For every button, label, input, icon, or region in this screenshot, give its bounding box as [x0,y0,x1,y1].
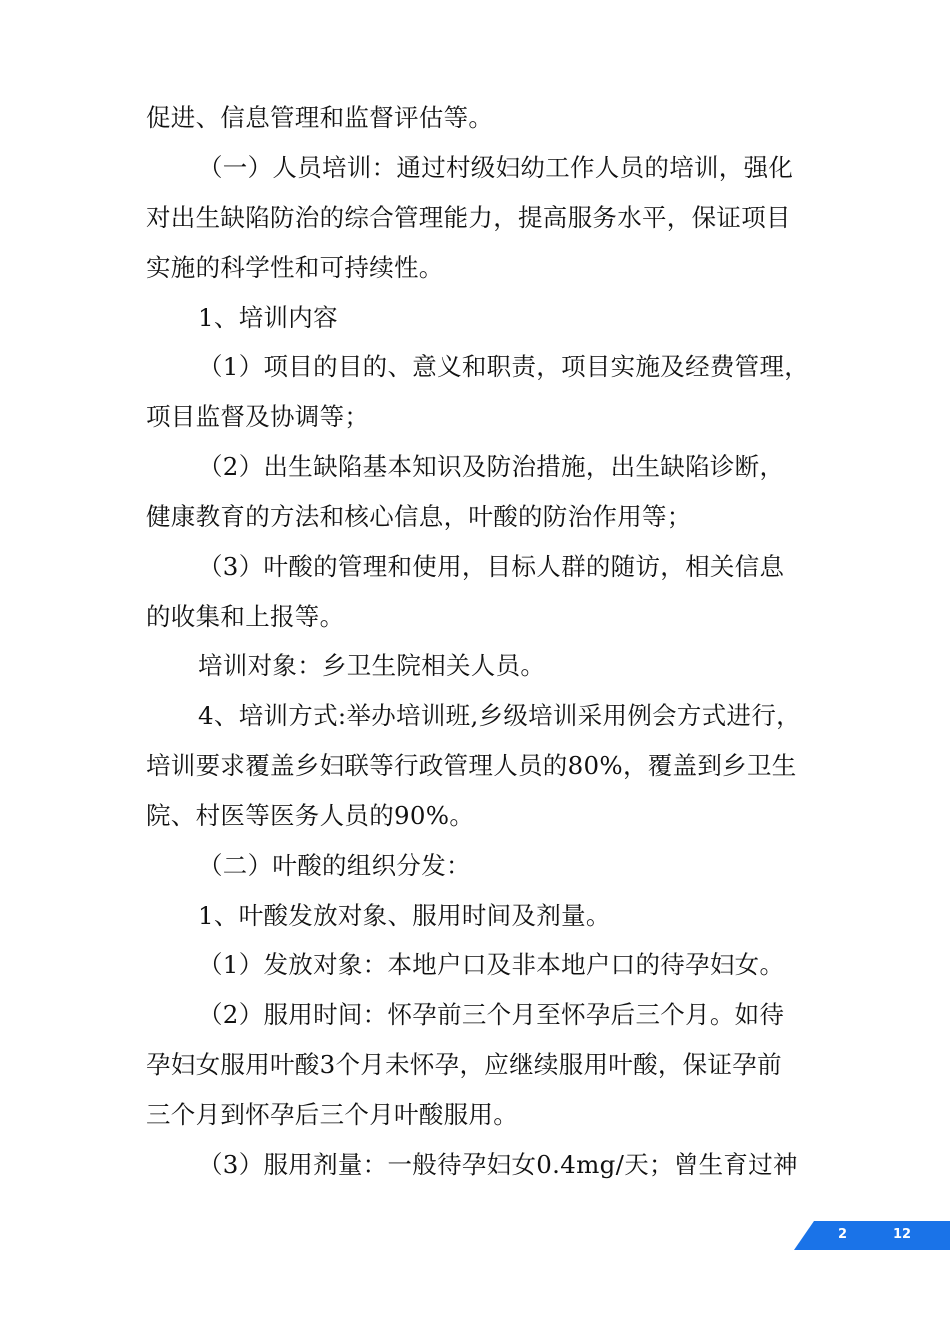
text-line: （一）人员培训：通过村级妇幼工作人员的培训，强化 [198,153,794,182]
text-line: 促进、信息管理和监督评估等。 [146,103,494,132]
text-line: 院、村医等医务人员的90%。 [146,801,475,830]
total-pages: 12 [893,1227,912,1242]
text-line: 对出生缺陷防治的综合管理能力，提高服务水平，保证项目 [146,203,791,232]
text-line: 培训对象：乡卫生院相关人员。 [198,651,546,680]
text-line: 项目监督及协调等； [146,402,370,431]
text-line: （2）出生缺陷基本知识及防治措施，出生缺陷诊断， [198,452,785,481]
page-indicator-badge [794,1221,950,1250]
text-line: 培训要求覆盖乡妇联等行政管理人员的80%，覆盖到乡卫生 [146,751,797,780]
text-line: （1）发放对象：本地户口及非本地户口的待孕妇女。 [198,950,785,979]
text-line: 的收集和上报等。 [146,602,345,631]
text-line: 健康教育的方法和核心信息，叶酸的防治作用等； [146,502,692,531]
text-line: 三个月到怀孕后三个月叶酸服用。 [146,1100,518,1129]
text-line: （3）叶酸的管理和使用，目标人群的随访，相关信息 [198,552,785,581]
text-line: （3）服用剂量：一般待孕妇女0.4mg/天；曾生育过神 [198,1150,798,1179]
text-line: （1）项目的目的、意义和职责，项目实施及经费管理， [198,352,810,381]
text-line: （二）叶酸的组织分发： [198,851,471,880]
text-line: 1、叶酸发放对象、服用时间及剂量。 [198,901,611,930]
page-number: 2 [838,1227,848,1242]
text-line: 实施的科学性和可持续性。 [146,253,444,282]
text-line: 1、培训内容 [198,303,338,332]
text-line: （2）服用时间：怀孕前三个月至怀孕后三个月。如待 [198,1000,785,1029]
text-line: 孕妇女服用叶酸3个月未怀孕，应继续服用叶酸，保证孕前 [146,1050,782,1079]
text-line: 4、培训方式:举办培训班,乡级培训采用例会方式进行， [198,701,801,730]
